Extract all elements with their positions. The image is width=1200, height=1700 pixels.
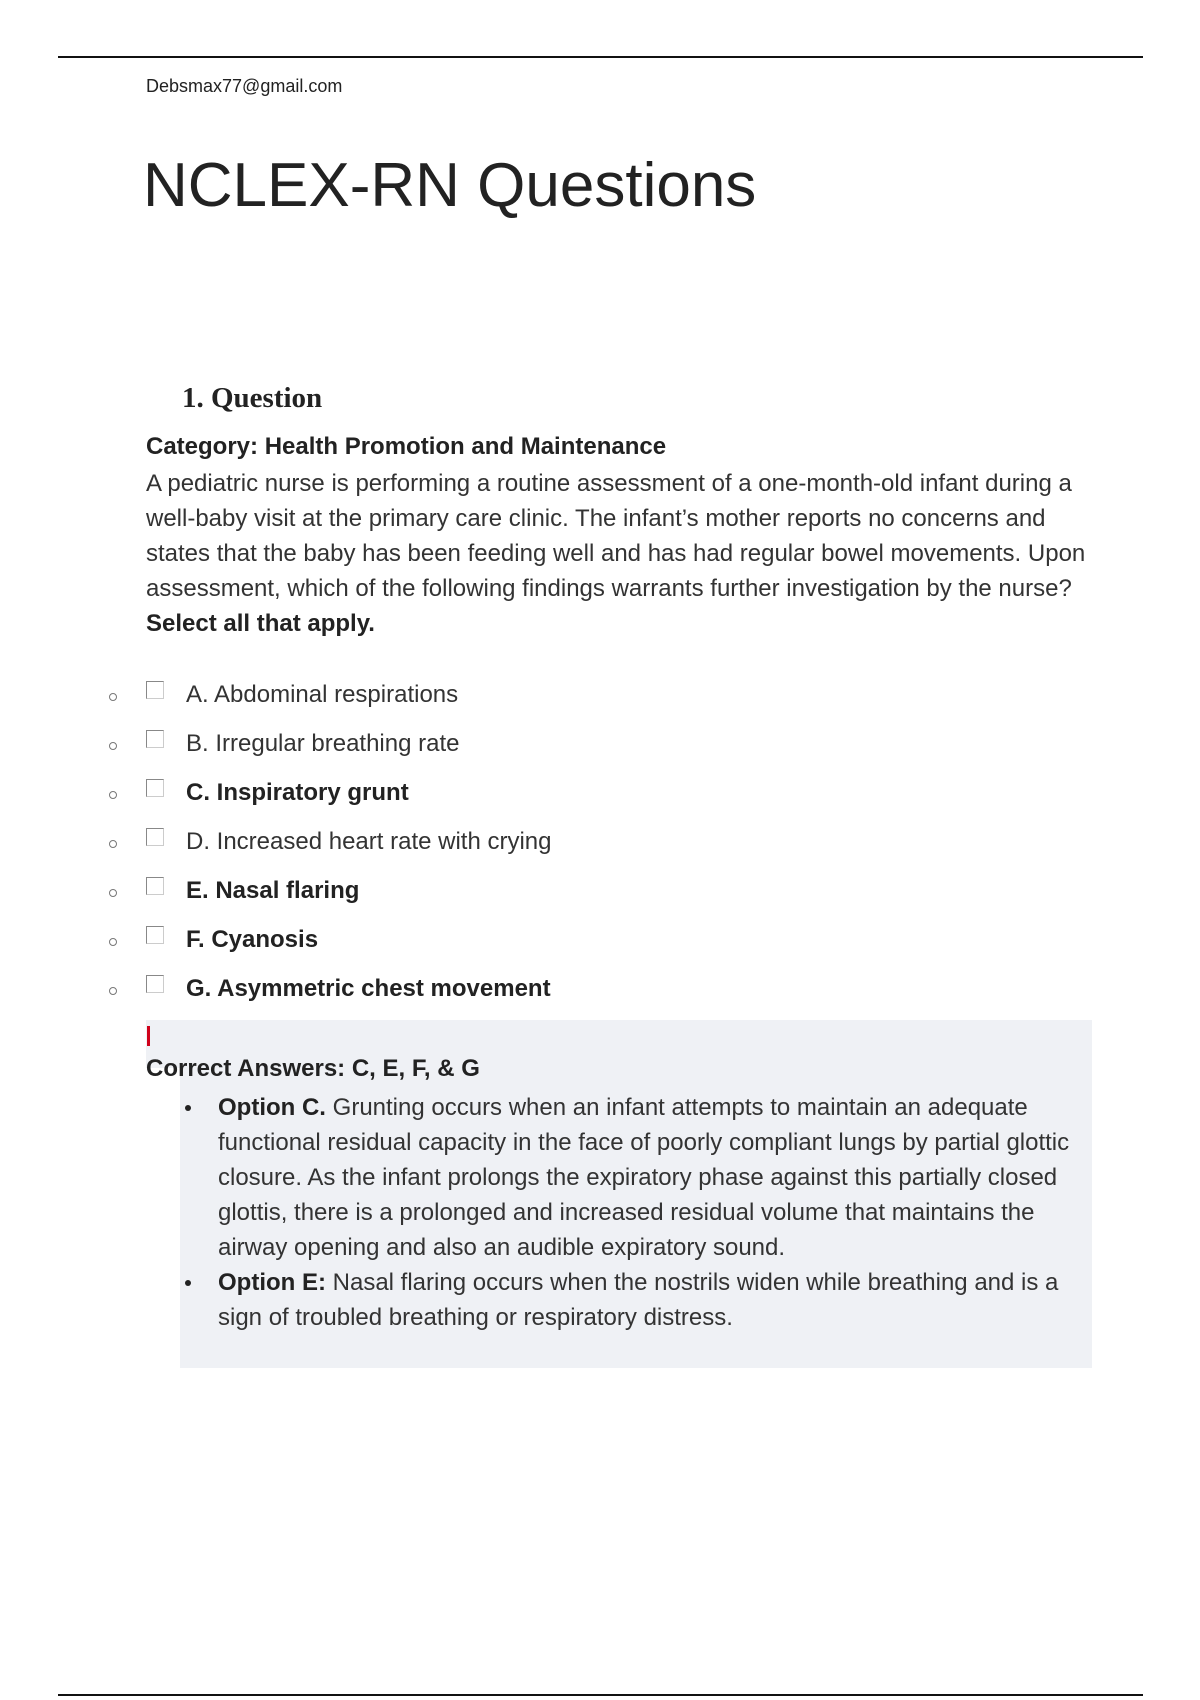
explanation-text: Grunting occurs when an infant attempts to maintain an adequate functional residual capacity in the face of poorly compliant lungs by partial glottic closure. As the infant prolongs the expiratory phase against this partially closed glottis, there is a prolonged and increased residual volume that maintains the airway opening and also an audible expiratory sound. bbox=[218, 1094, 1070, 1261]
option-g[interactable] bbox=[0, 969, 1200, 1009]
list-bullet-icon bbox=[109, 791, 117, 799]
option-c[interactable] bbox=[0, 773, 1200, 813]
correct-answers-heading: Correct Answers: C, E, F, & G bbox=[146, 1055, 480, 1082]
option-b-label: B. Irregular breathing rate bbox=[186, 730, 460, 757]
option-e-label: E. Nasal flaring bbox=[186, 877, 360, 904]
list-bullet-icon bbox=[109, 742, 117, 750]
checkbox-b[interactable] bbox=[146, 730, 164, 748]
option-c-label: C. Inspiratory grunt bbox=[186, 779, 409, 806]
explanation-list bbox=[180, 1090, 1085, 1335]
explanation-text: Nasal flaring occurs when the nostrils widen while breathing and is a sign of troubled breathing or respiratory distress. bbox=[218, 1269, 1059, 1331]
checkbox-c[interactable] bbox=[146, 779, 164, 797]
option-a[interactable] bbox=[0, 675, 1200, 715]
question-stem bbox=[146, 466, 1086, 641]
list-bullet-icon bbox=[109, 938, 117, 946]
explanation-item bbox=[180, 1265, 1085, 1335]
option-b[interactable] bbox=[0, 724, 1200, 764]
checkbox-a[interactable] bbox=[146, 681, 164, 699]
option-f[interactable] bbox=[0, 920, 1200, 960]
question-stem-text: A pediatric nurse is performing a routine assessment of a one-month-old infant during a well-baby visit at the primary care clinic. The infant’s mother reports no concerns and states that the baby has been feeding well and has had regular bowel movements. Upon assessment, which of the following findings warrants further investigation by the nurse? bbox=[146, 470, 1086, 602]
author-email: Debsmax77@gmail.com bbox=[146, 76, 343, 96]
question-number: 1. Question bbox=[182, 382, 323, 414]
list-bullet-icon bbox=[109, 987, 117, 995]
list-bullet-icon bbox=[109, 889, 117, 897]
explanation-lead: Option C. bbox=[218, 1094, 326, 1121]
option-e[interactable] bbox=[0, 871, 1200, 911]
page-title: NCLEX-RN Questions bbox=[143, 151, 757, 220]
bullet-icon bbox=[185, 1105, 191, 1111]
list-bullet-icon bbox=[109, 840, 117, 848]
checkbox-f[interactable] bbox=[146, 926, 164, 944]
list-bullet-icon bbox=[109, 693, 117, 701]
bottom-rule bbox=[58, 1694, 1143, 1696]
checkbox-e[interactable] bbox=[146, 877, 164, 895]
option-f-label: F. Cyanosis bbox=[186, 926, 319, 953]
explanation-lead: Option E: bbox=[218, 1269, 326, 1296]
checkbox-g[interactable] bbox=[146, 975, 164, 993]
explanation-item bbox=[180, 1090, 1085, 1265]
question-instruction: Select all that apply. bbox=[146, 610, 375, 637]
top-rule bbox=[58, 56, 1143, 58]
question-category: Category: Health Promotion and Maintenance bbox=[146, 433, 667, 460]
option-a-label: A. Abdominal respirations bbox=[186, 681, 459, 708]
option-d-label: D. Increased heart rate with crying bbox=[186, 828, 552, 855]
checkbox-d[interactable] bbox=[146, 828, 164, 846]
bullet-icon bbox=[185, 1280, 191, 1286]
option-d[interactable] bbox=[0, 822, 1200, 862]
option-g-label: G. Asymmetric chest movement bbox=[186, 975, 551, 1002]
text-cursor bbox=[147, 1026, 150, 1046]
